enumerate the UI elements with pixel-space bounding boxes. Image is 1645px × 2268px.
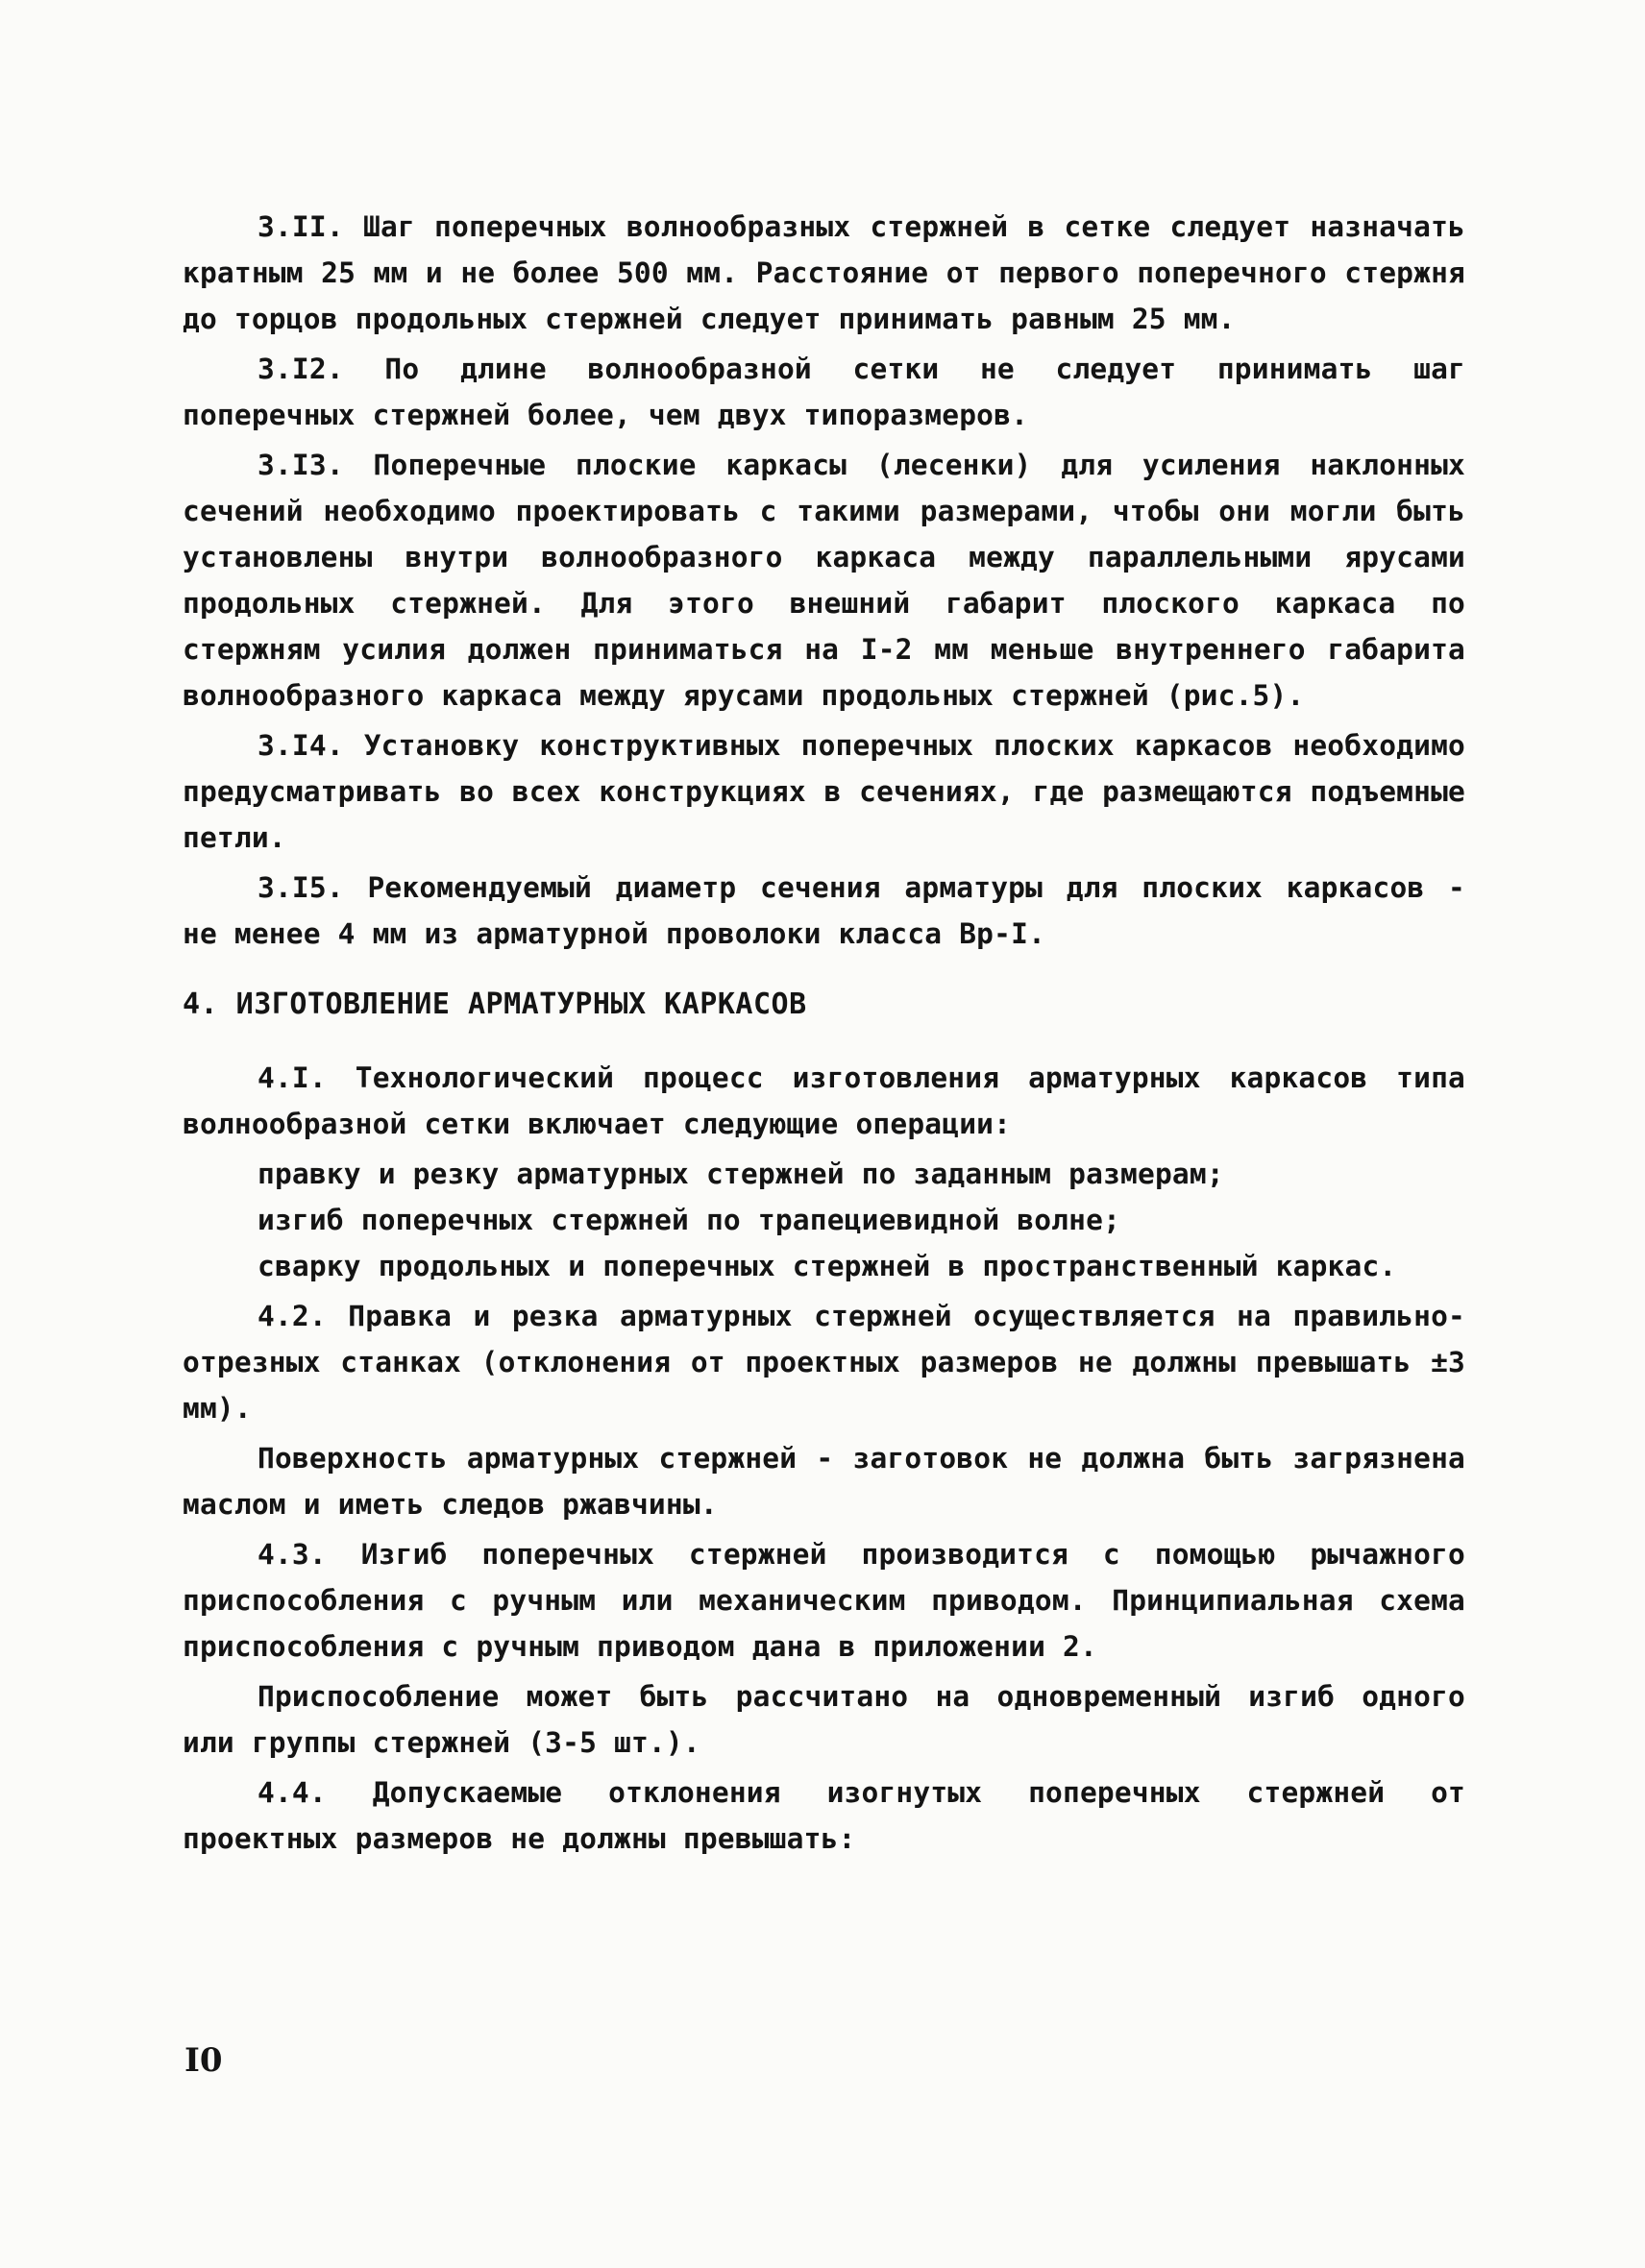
operation-item: сварку продольных и поперечных стержней в пространственный каркас. bbox=[258, 1250, 1397, 1282]
paragraph-4-3: 4.3. Изгиб поперечных стержней производится с помощью рычажного приспособления с ручным или механическим приводом. Принципиальная схема приспособления с ручным приводом дана в приложении 2. bbox=[183, 1538, 1465, 1663]
operation-item: правку и резку арматурных стержней по заданным размерам; bbox=[258, 1158, 1224, 1190]
page-body bbox=[183, 204, 1465, 1866]
paragraph-3-14: 3.I4. Установку конструктивных поперечных плоских каркасов необходимо предусматривать во всех конструкциях в сечениях, где размещаются подъемные петли. bbox=[183, 729, 1465, 854]
paragraph-3-13: 3.I3. Поперечные плоские каркасы (лесенки) для усиления наклонных сечений необходимо проектировать с такими размерами, чтобы они могли быть установлены внутри волнообразного каркаса между параллельными ярусами продольных стержней. Для этого внешний габарит плоского каркаса по стержням усилия должен приниматься на I-2 мм меньше внутреннего габарита волнообразного каркаса между ярусами продольных стержней (рис.5). bbox=[183, 449, 1465, 712]
paragraph-4-2: 4.2. Правка и резка арматурных стержней осуществляется на правильно-отрезных станках (отклонения от проектных размеров не должны превышать ±3 мм). bbox=[183, 1300, 1465, 1425]
paragraph-4-4: 4.4. Допускаемые отклонения изогнутых поперечных стержней от проектных размеров не должны превышать: bbox=[183, 1776, 1465, 1855]
paragraph-4-1: 4.I. Технологический процесс изготовления арматурных каркасов типа волнообразной сетки включает следующие операции: bbox=[183, 1061, 1465, 1140]
paragraph-4-2-surface: Поверхность арматурных стержней - заготовок не должна быть загрязнена маслом и иметь следов ржавчины. bbox=[183, 1442, 1465, 1521]
section-heading: 4. ИЗГОТОВЛЕНИЕ АРМАТУРНЫХ КАРКАСОВ bbox=[183, 988, 807, 1021]
paragraph-3-11: 3.II. Шаг поперечных волнообразных стержней в сетке следует назначать кратным 25 мм и не более 500 мм. Расстояние от первого поперечного стержня до торцов продольных стержней следует принимать равным 25 мм. bbox=[183, 210, 1465, 335]
paragraph-4-3-device: Приспособление может быть рассчитано на одновременный изгиб одного или группы стержней (3-5 шт.). bbox=[183, 1680, 1465, 1759]
paragraph-3-15: 3.I5. Рекомендуемый диаметр сечения арматуры для плоских каркасов - не менее 4 мм из арматурной проволоки класса Вр-I. bbox=[183, 871, 1465, 950]
operation-item: изгиб поперечных стержней по трапециевидной волне; bbox=[258, 1204, 1121, 1236]
paragraph-3-12: 3.I2. По длине волнообразной сетки не следует принимать шаг поперечных стержней более, чем двух типоразмеров. bbox=[183, 353, 1465, 431]
page-number: I0 bbox=[184, 2041, 223, 2080]
